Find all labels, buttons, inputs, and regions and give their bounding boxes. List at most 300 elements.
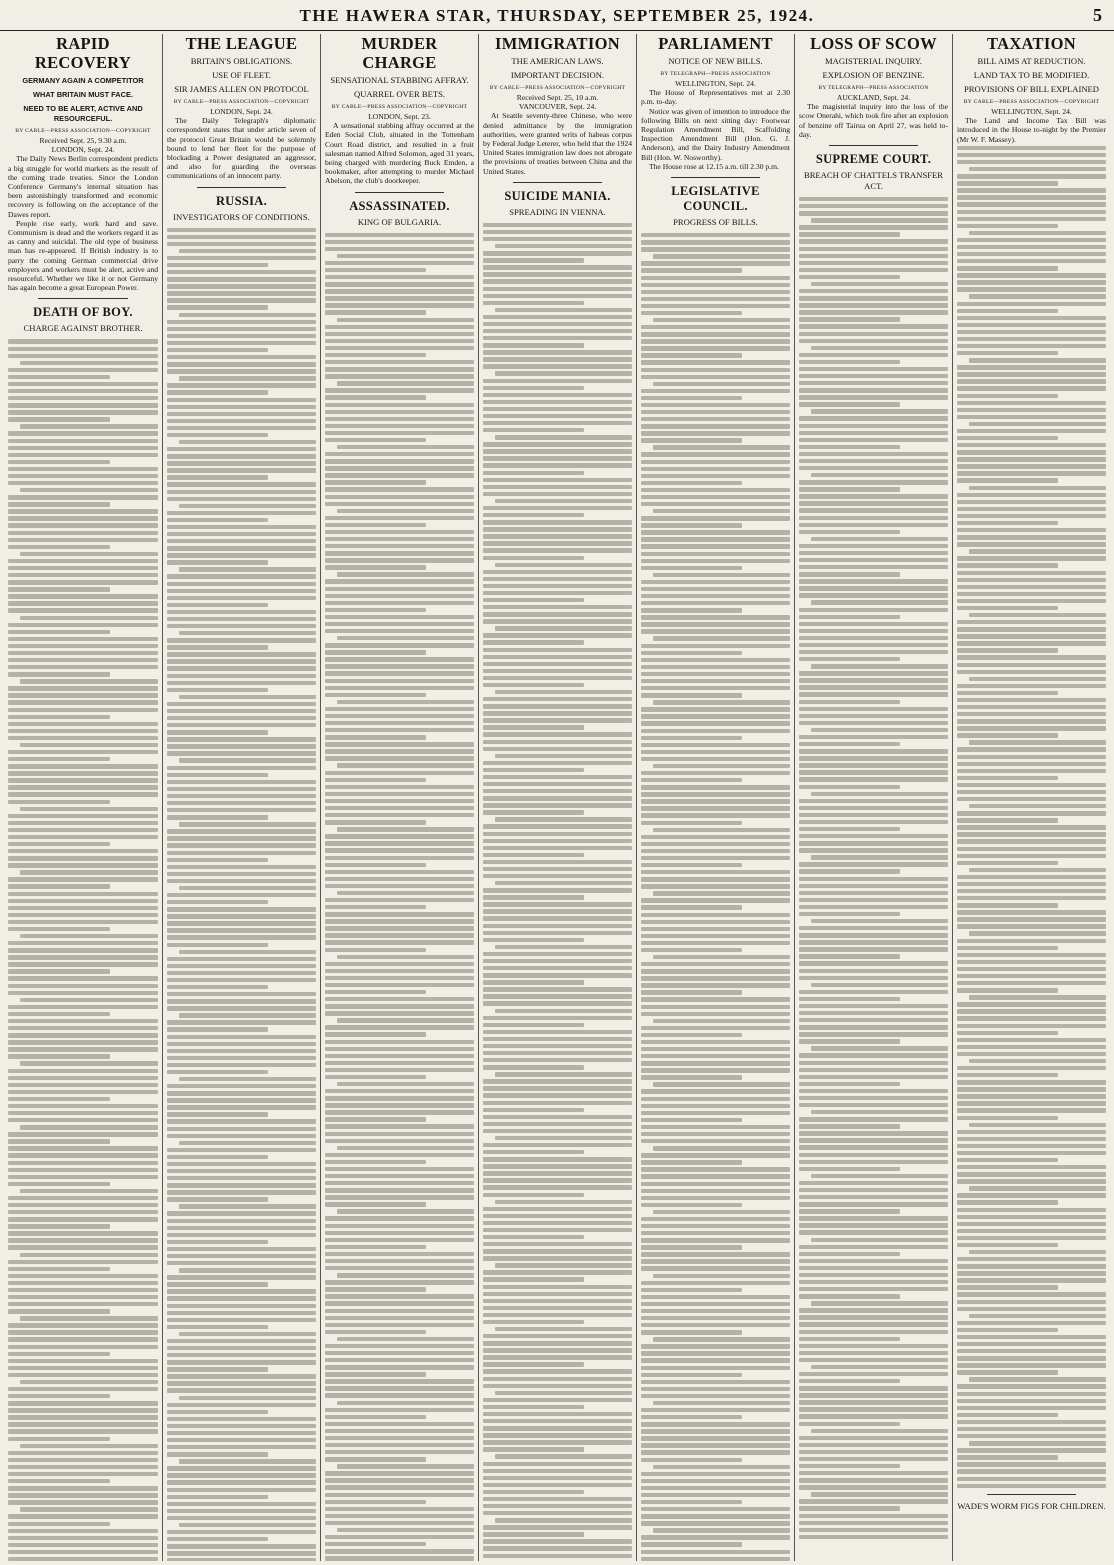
text-line [957,408,1106,412]
text-line [969,231,1106,235]
text-line [167,532,316,536]
text-line [483,1277,584,1281]
text-line [167,1027,268,1031]
text-line [799,749,948,753]
text-line [799,445,900,449]
text-line [325,1415,426,1419]
text-line [8,1224,110,1228]
cable-credit: BY CABLE—PRESS ASSOCIATION—COPYRIGHT [15,128,151,134]
dateline: VANCOUVER, Sept. 24. [518,102,597,112]
text-line [799,339,948,343]
text-line [325,289,474,293]
text-line [167,900,268,904]
text-line [799,1061,948,1065]
text-line [799,1499,948,1503]
text-line [8,1543,158,1547]
text-line [799,1372,948,1376]
text-line [799,608,948,612]
text-line [325,1216,474,1220]
text-line [799,593,948,597]
text-line [957,1356,1106,1360]
text-line [641,495,790,499]
text-line [8,828,158,832]
paragraph: A sensational stabbing affray occurred at the Eden Social Club, situated in the Tottenham Court Road district, and resulted in a fruit salesman named Alfred Solomon, aged 31 years, being charged with murdering Buck Emden, a bookmaker, after attempting to murder Michael Abelson, the club's doorkeeper. [325,121,474,186]
text-line [799,1018,948,1022]
text-line [337,318,474,322]
subheading: IMPORTANT DECISION. [510,70,605,80]
text-line [957,1264,1106,1268]
text-line [325,403,474,407]
text-line [957,1215,1106,1219]
text-line [167,1417,316,1421]
text-line [167,1211,316,1215]
text-line [641,1302,790,1306]
text-line [167,256,316,260]
text-line [325,417,474,421]
text-line [179,313,316,317]
text-line [8,1437,110,1441]
text-line [167,702,316,706]
text-line [641,353,742,357]
text-line [8,1345,158,1349]
text-line [167,235,316,239]
text-line [325,1471,474,1475]
text-line [8,729,158,733]
second-subheading: SPREADING IN VIENNA. [509,206,606,217]
text-line [325,1372,426,1376]
text-line [8,1323,158,1327]
text-line [483,1334,632,1338]
text-line [957,974,1106,978]
text-line [325,714,474,718]
text-line [957,1462,1106,1466]
text-line [969,1123,1106,1127]
text-line [957,811,1106,815]
text-line [641,375,790,379]
text-line [957,1038,1106,1042]
text-line [325,863,426,867]
text-line [483,556,584,560]
text-line [641,1174,790,1178]
text-line [641,1132,790,1136]
text-line [957,726,1106,730]
text-line [483,832,632,836]
text-line [969,995,1106,999]
text-line [641,1125,790,1129]
text-line [799,204,948,208]
text-line [325,473,474,477]
text-line [799,1039,900,1043]
text-line [957,188,1106,192]
text-line [167,1551,316,1555]
text-line [495,1263,632,1267]
text-line [811,919,948,923]
subheading: PROVISIONS OF BILL EXPLAINED [963,84,1100,94]
text-line [957,1427,1106,1431]
masthead [0,0,1114,31]
text-line [325,1202,426,1206]
text-line [957,1384,1106,1388]
text-line [483,1193,584,1197]
text-line [483,1419,632,1423]
text-line [8,474,158,478]
text-line [641,276,790,280]
text-line [8,1033,158,1037]
text-line [167,843,316,847]
text-line [8,686,158,690]
text-line [799,402,900,406]
text-line [483,683,584,687]
text-line [20,1380,158,1384]
text-line [957,1151,1106,1155]
text-line [483,364,632,368]
text-line [325,813,474,817]
text-line [957,882,1106,886]
text-line [167,270,316,274]
text-line [8,389,158,393]
text-line [957,924,1106,928]
text-line [325,1294,474,1298]
text-line [483,1476,632,1480]
text-line [20,1507,158,1511]
text-line [483,824,632,828]
text-line [483,1405,584,1409]
text-line [325,410,474,414]
text-line [8,1069,158,1073]
text-line [957,896,1106,900]
text-line [641,927,790,931]
cable-credit: BY TELEGRAPH—PRESS ASSOCIATION [660,71,771,77]
text-line [641,665,790,669]
text-line [20,1444,158,1448]
text-line [641,502,790,506]
text-line [641,1542,742,1546]
text-line [483,732,632,736]
text-line [483,909,632,913]
paragraph: Notice was given of intention to introduce the following Bills on next sitting day: Footwear Regulation Amendment Bill, Scaffolding Inspection Amendment Bill (Hon. G. J. Anderson), and the Dairy Industry Amendment Bill (Hon. W. Nosworthy). [641,106,790,162]
text-line [325,1124,474,1128]
text-line [483,1341,632,1345]
text-line [957,684,1106,688]
text-line [8,1373,158,1377]
text-line [8,785,158,789]
text-line [167,1509,316,1513]
text-line [167,681,316,685]
text-line [20,552,158,556]
text-line [483,527,632,531]
text-line [957,634,1106,638]
text-line [483,1511,632,1515]
text-line [167,914,316,918]
text-line [167,723,316,727]
text-line [8,863,158,867]
text-line [483,584,632,588]
text-line [957,1448,1106,1452]
text-line [641,346,790,350]
text-line [483,548,632,552]
text-line [325,1422,474,1426]
text-line [495,1072,632,1076]
text-line [957,316,1106,320]
text-line [167,1098,316,1102]
text-line [641,757,790,761]
text-line [799,827,900,831]
text-line [957,1208,1106,1212]
text-line [8,1231,158,1235]
text-line [957,245,1106,249]
text-line [957,457,1106,461]
text-line [799,1308,948,1312]
text-line [337,1146,474,1150]
text-line [167,801,316,805]
text-line [167,907,316,911]
text-line [483,782,632,786]
text-line [483,315,632,319]
text-line [957,181,1058,185]
text-line [8,1529,158,1533]
text-line [641,934,790,938]
column-heading: PARLIAMENT [658,34,773,53]
text-line [641,1054,790,1058]
text-line [957,323,1106,327]
text-line [799,303,948,307]
text-lines [957,144,1106,1488]
text-line [799,1032,948,1036]
text-line [483,916,632,920]
text-line [167,298,316,302]
text-line [483,1129,632,1133]
text-line [957,436,1058,440]
text-line [641,403,790,407]
text-line [325,367,474,371]
text-line [641,1160,742,1164]
text-line [167,433,268,437]
text-line [799,947,948,951]
text-line [167,1403,316,1407]
text-line [167,645,268,649]
text-line [957,832,1106,836]
text-line [799,877,948,881]
text-line [483,1016,632,1020]
text-line [483,492,632,496]
text-line [799,1358,948,1362]
text-line [483,994,632,998]
text-line [167,490,316,494]
text-line [799,1471,948,1475]
column-heading: LOSS OF SCOW [810,34,937,53]
text-line [641,1394,790,1398]
text-line [957,776,1058,780]
text-line [483,279,632,283]
text-line [20,1316,158,1320]
text-line [641,410,790,414]
text-line [483,775,632,779]
text-line [8,1465,158,1469]
text-line [641,1521,790,1525]
text-line [957,1073,1058,1077]
text-line [799,1294,900,1298]
text-line [167,390,268,394]
text-line [167,1488,316,1492]
text-line [957,556,1106,560]
text-line [325,480,426,484]
text-line [179,695,316,699]
text-line [799,494,948,498]
text-line [641,467,790,471]
text-line [8,1401,158,1405]
text-line [957,790,1106,794]
text-line [167,610,316,614]
text-line [179,1077,316,1081]
text-line [799,1506,900,1510]
text-line [20,679,158,683]
text-line [799,1280,948,1284]
text-line [799,1103,948,1107]
text-line [957,663,1106,667]
text-line [957,174,1106,178]
text-line [8,439,158,443]
text-line [483,1086,632,1090]
text-line [8,771,158,775]
text-line [8,927,110,931]
text-line [641,1450,790,1454]
column-parliament [636,34,794,1561]
text-line [8,1104,158,1108]
text-line [325,679,474,683]
text-line [337,763,474,767]
text-line [483,414,632,418]
text-line [483,265,632,269]
text-line [167,666,316,670]
text-line [167,1155,268,1159]
text-line [337,1337,474,1341]
text-line [337,509,474,513]
text-line [957,195,1106,199]
text-line [167,652,316,656]
text-line [957,521,1058,525]
text-line [641,1203,742,1207]
text-line [483,761,632,765]
text-line [8,1026,158,1030]
text-line [483,874,632,878]
text-line [641,849,790,853]
text-line [483,421,632,425]
text-line [811,1365,948,1369]
text-line [811,600,948,604]
text-line [325,749,474,753]
text-line [799,756,948,760]
text-line [799,225,948,229]
text-line [483,846,632,850]
dateline: WELLINGTON, Sept. 24. [675,79,756,88]
text-line [641,268,742,272]
text-line [325,1542,426,1546]
text-line [957,266,1058,270]
text-line [811,409,948,413]
text-line [483,768,584,772]
text-line [8,531,158,535]
text-line [799,976,948,980]
text-line [957,1024,1106,1028]
subheading: THE AMERICAN LAWS. [511,56,604,66]
text-line [799,1216,948,1220]
text-line [957,160,1106,164]
text-line [641,877,790,881]
text-line [8,1281,158,1285]
text-line [8,1132,158,1136]
text-line [167,1226,316,1230]
text-line [179,1523,316,1527]
text-line [653,1465,790,1469]
text-line [325,926,474,930]
text-line [8,1203,158,1207]
text-line [483,860,632,864]
text-line [8,375,110,379]
dateline: LONDON, Sept. 24. [210,107,273,116]
text-line [8,368,158,372]
text-line [167,518,268,522]
text-line [167,1162,316,1166]
text-line [799,735,948,739]
text-line [641,233,790,237]
text-line [167,383,316,387]
text-line [167,447,316,451]
text-line [325,1054,474,1058]
text-line [325,275,474,279]
text-line [957,1066,1106,1070]
text-line [641,587,790,591]
text-line [483,1546,632,1550]
text-line [8,976,158,980]
text-line [483,867,632,871]
cable-credit: BY CABLE—PRESS ASSOCIATION—COPYRIGHT [173,99,310,105]
text-line [483,676,632,680]
text-line [167,426,316,430]
text-line [957,351,1058,355]
text-line [325,940,474,944]
text-line [799,1089,948,1093]
text-line [325,1047,474,1051]
text-line [483,1030,632,1034]
text-line [653,382,790,386]
text-line [495,626,632,630]
text-line [167,1473,316,1477]
text-line [799,862,948,866]
text-line [8,1182,110,1186]
text-line [483,1249,632,1253]
page-number: 5 [1093,5,1102,25]
received-line: Received Sept. 25, 10 a.m. [516,93,599,102]
text-line [957,1406,1106,1410]
text-line [167,730,268,734]
text-line [337,1082,474,1086]
text-line [799,912,900,916]
text-line [325,856,474,860]
text-line [483,633,632,637]
text-line [641,707,790,711]
text-line [641,474,790,478]
text-line [799,1153,948,1157]
text-line [957,450,1106,454]
text-line [799,332,948,336]
text-line [167,320,316,324]
second-subheading: PROGRESS OF BILLS. [673,217,758,228]
text-line [799,353,948,357]
text-line [325,933,474,937]
text-line [957,1363,1106,1367]
text-line [8,559,158,563]
text-line [957,988,1058,992]
